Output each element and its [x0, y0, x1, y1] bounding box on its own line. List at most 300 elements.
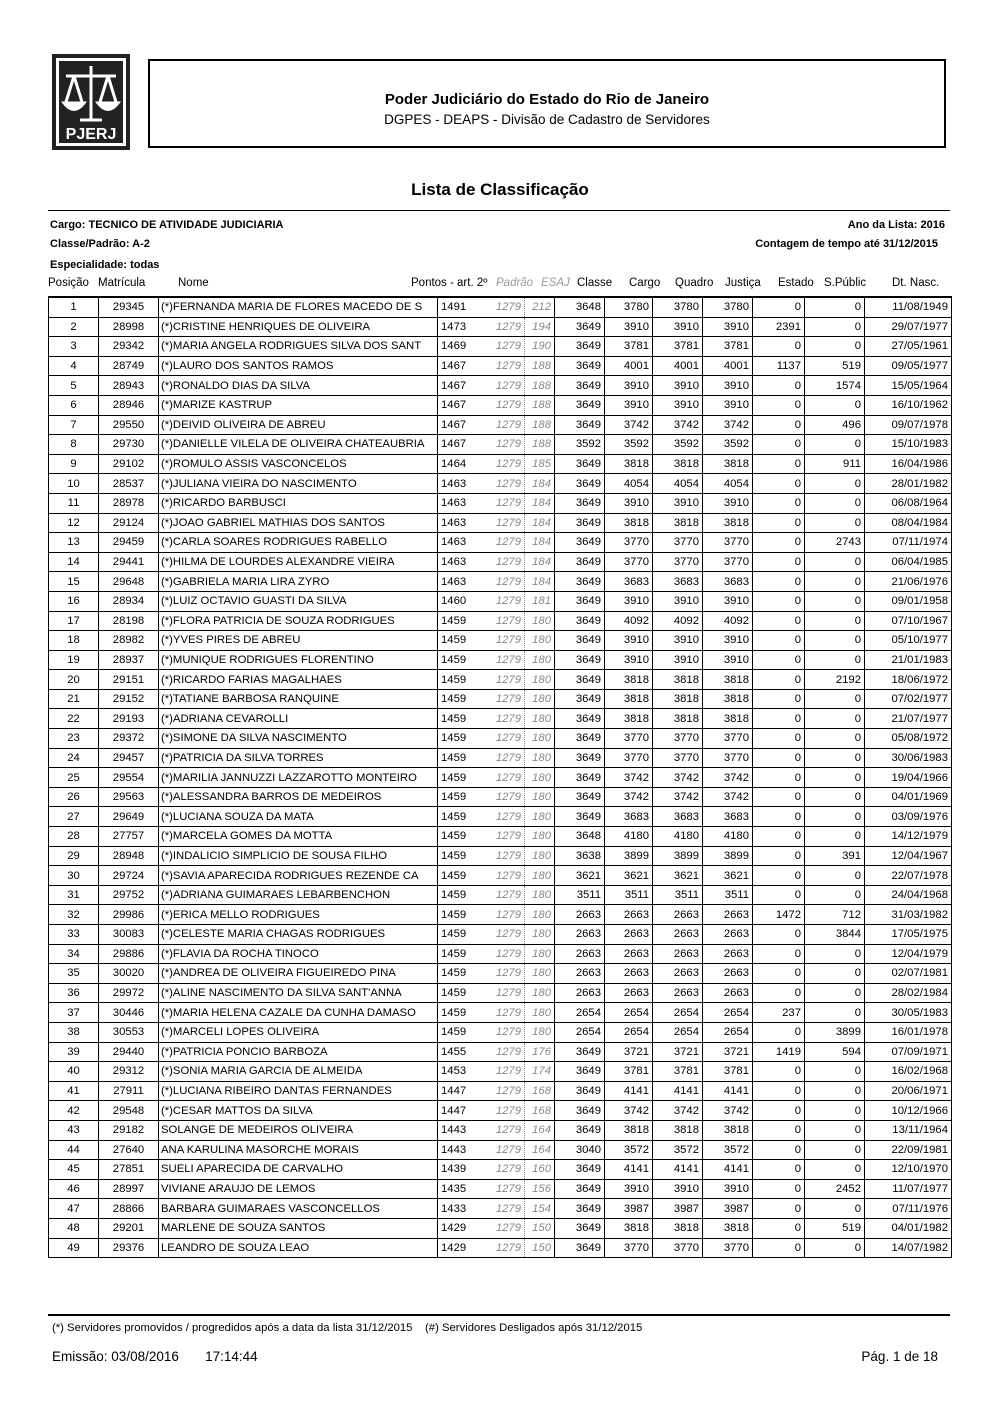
cell-dtnasc: 12/04/1979 [865, 944, 952, 964]
cell-dtnasc: 02/07/1981 [865, 964, 952, 984]
cell-esaj: 184 [525, 493, 555, 513]
table-row [49, 1022, 952, 1042]
cell-justica: 3910 [703, 650, 753, 670]
cell-justica: 2663 [703, 964, 753, 984]
cell-cargo: 3910 [605, 376, 653, 396]
cell-padrao: 1279 [479, 1140, 525, 1160]
cell-classe: 3649 [555, 395, 605, 415]
cell-pontos: 1463 [438, 493, 479, 513]
cell-dtnasc: 12/04/1967 [865, 846, 952, 866]
cell-justica: 3818 [703, 1120, 753, 1140]
cell-matricula: 29730 [99, 435, 159, 455]
cell-spublic: 0 [805, 631, 865, 651]
cell-matricula: 29151 [99, 670, 159, 690]
cell-matricula: 29550 [99, 415, 159, 435]
cell-justica: 3770 [703, 748, 753, 768]
cell-spublic: 0 [805, 1003, 865, 1023]
cell-estado: 0 [753, 454, 805, 474]
cell-quadro: 3572 [653, 1140, 703, 1160]
cell-matricula: 28978 [99, 493, 159, 513]
cell-padrao: 1279 [479, 1160, 525, 1180]
cell-quadro: 3721 [653, 1042, 703, 1062]
cell-pontos: 1459 [438, 650, 479, 670]
table-row [49, 1199, 952, 1219]
cell-spublic: 0 [805, 729, 865, 749]
cell-classe: 2663 [555, 964, 605, 984]
cell-estado: 0 [753, 552, 805, 572]
cell-cargo: 3742 [605, 768, 653, 788]
cell-cargo: 2654 [605, 1003, 653, 1023]
cell-padrao: 1279 [479, 356, 525, 376]
cell-quadro: 3683 [653, 807, 703, 827]
cell-dtnasc: 07/10/1967 [865, 611, 952, 631]
cell-spublic: 911 [805, 454, 865, 474]
cell-pontos: 1459 [438, 748, 479, 768]
cell-nome: (*)ALINE NASCIMENTO DA SILVA SANT'ANNA [159, 983, 438, 1003]
cell-estado: 0 [753, 689, 805, 709]
cell-posicao: 21 [49, 689, 99, 709]
table-row [49, 297, 952, 317]
col-spublic: S.Públic [824, 277, 867, 289]
cell-nome: (*)DEIVID OLIVEIRA DE ABREU [159, 415, 438, 435]
cell-nome: MARLENE DE SOUZA SANTOS [159, 1218, 438, 1238]
cell-cargo: 3910 [605, 1179, 653, 1199]
cell-esaj: 180 [525, 631, 555, 651]
cell-dtnasc: 11/07/1977 [865, 1179, 952, 1199]
cell-pontos: 1455 [438, 1042, 479, 1062]
cell-classe: 3649 [555, 1199, 605, 1219]
cell-matricula: 27640 [99, 1140, 159, 1160]
cell-posicao: 17 [49, 611, 99, 631]
table-row [49, 1120, 952, 1140]
cell-spublic: 0 [805, 768, 865, 788]
cell-justica: 3742 [703, 1101, 753, 1121]
cell-cargo: 2654 [605, 1022, 653, 1042]
cell-padrao: 1279 [479, 317, 525, 337]
cell-spublic: 519 [805, 356, 865, 376]
cell-dtnasc: 16/04/1986 [865, 454, 952, 474]
cell-spublic: 391 [805, 846, 865, 866]
cell-classe: 3638 [555, 846, 605, 866]
cell-classe: 3649 [555, 748, 605, 768]
cell-spublic: 0 [805, 1199, 865, 1219]
cell-posicao: 36 [49, 983, 99, 1003]
cell-justica: 3621 [703, 866, 753, 886]
cell-posicao: 41 [49, 1081, 99, 1101]
cell-estado: 0 [753, 1081, 805, 1101]
cell-estado: 0 [753, 1120, 805, 1140]
cell-dtnasc: 09/05/1977 [865, 356, 952, 376]
meta-classe: Classe/Padrão: A-2 [50, 238, 150, 250]
cell-matricula: 29459 [99, 533, 159, 553]
cell-cargo: 3899 [605, 846, 653, 866]
cell-cargo: 3683 [605, 807, 653, 827]
cell-nome: (*)INDALICIO SIMPLICIO DE SOUSA FILHO [159, 846, 438, 866]
table-row [49, 827, 952, 847]
cell-padrao: 1279 [479, 866, 525, 886]
cell-nome: (*)ROMULO ASSIS VASCONCELOS [159, 454, 438, 474]
cell-cargo: 4180 [605, 827, 653, 847]
cell-matricula: 28946 [99, 395, 159, 415]
cell-dtnasc: 22/07/1978 [865, 866, 952, 886]
cell-pontos: 1459 [438, 1022, 479, 1042]
cell-justica: 3770 [703, 552, 753, 572]
cell-esaj: 164 [525, 1140, 555, 1160]
table-row [49, 885, 952, 905]
cell-nome: (*)ERICA MELLO RODRIGUES [159, 905, 438, 925]
cell-dtnasc: 06/04/1985 [865, 552, 952, 572]
cell-padrao: 1279 [479, 533, 525, 553]
cell-dtnasc: 16/01/1978 [865, 1022, 952, 1042]
cell-quadro: 3770 [653, 729, 703, 749]
cell-quadro: 3818 [653, 709, 703, 729]
col-pontos: Pontos - art. 2º [411, 277, 488, 289]
cell-estado: 0 [753, 807, 805, 827]
cell-posicao: 5 [49, 376, 99, 396]
cell-spublic: 594 [805, 1042, 865, 1062]
cell-estado: 0 [753, 474, 805, 494]
cell-estado: 0 [753, 1179, 805, 1199]
cell-classe: 3649 [555, 1238, 605, 1258]
cell-esaj: 188 [525, 395, 555, 415]
cell-quadro: 3511 [653, 885, 703, 905]
table-row [49, 1179, 952, 1199]
cell-classe: 2663 [555, 925, 605, 945]
cell-posicao: 35 [49, 964, 99, 984]
cell-cargo: 3987 [605, 1199, 653, 1219]
cell-cargo: 3910 [605, 317, 653, 337]
cell-classe: 3649 [555, 591, 605, 611]
table-row [49, 552, 952, 572]
cell-classe: 3649 [555, 729, 605, 749]
cell-quadro: 3818 [653, 670, 703, 690]
cell-cargo: 3910 [605, 650, 653, 670]
cell-matricula: 28934 [99, 591, 159, 611]
cell-dtnasc: 21/07/1977 [865, 709, 952, 729]
cell-pontos: 1443 [438, 1120, 479, 1140]
cell-dtnasc: 14/12/1979 [865, 827, 952, 847]
cell-justica: 3987 [703, 1199, 753, 1219]
cell-posicao: 6 [49, 395, 99, 415]
cell-posicao: 37 [49, 1003, 99, 1023]
cell-nome: (*)ANDREA DE OLIVEIRA FIGUEIREDO PINA [159, 964, 438, 984]
cell-esaj: 180 [525, 729, 555, 749]
cell-classe: 3592 [555, 435, 605, 455]
classification-table [48, 296, 952, 1258]
cell-pontos: 1467 [438, 356, 479, 376]
cell-pontos: 1459 [438, 709, 479, 729]
cell-estado: 0 [753, 650, 805, 670]
cell-esaj: 180 [525, 1022, 555, 1042]
cell-classe: 3649 [555, 376, 605, 396]
cell-padrao: 1279 [479, 768, 525, 788]
cell-esaj: 188 [525, 435, 555, 455]
cell-quadro: 4054 [653, 474, 703, 494]
cell-classe: 2663 [555, 905, 605, 925]
cell-estado: 0 [753, 376, 805, 396]
table-row [49, 376, 952, 396]
cell-nome: (*)RICARDO FARIAS MAGALHAES [159, 670, 438, 690]
cell-esaj: 212 [525, 297, 555, 317]
cell-cargo: 2663 [605, 944, 653, 964]
cell-pontos: 1467 [438, 435, 479, 455]
cell-cargo: 3910 [605, 395, 653, 415]
cell-pontos: 1459 [438, 768, 479, 788]
cell-quadro: 3592 [653, 435, 703, 455]
cell-dtnasc: 11/08/1949 [865, 297, 952, 317]
cell-quadro: 3742 [653, 1101, 703, 1121]
cell-pontos: 1459 [438, 905, 479, 925]
cell-cargo: 3910 [605, 631, 653, 651]
cell-esaj: 188 [525, 415, 555, 435]
cell-cargo: 3770 [605, 729, 653, 749]
cell-esaj: 184 [525, 474, 555, 494]
cell-classe: 3649 [555, 356, 605, 376]
cell-esaj: 180 [525, 1003, 555, 1023]
cell-pontos: 1459 [438, 1003, 479, 1023]
cell-classe: 3649 [555, 689, 605, 709]
cell-classe: 3649 [555, 1179, 605, 1199]
cell-nome: (*)PATRICIA PONCIO BARBOZA [159, 1042, 438, 1062]
cell-justica: 3511 [703, 885, 753, 905]
cell-quadro: 3818 [653, 689, 703, 709]
cell-classe: 3649 [555, 631, 605, 651]
cell-justica: 3818 [703, 1218, 753, 1238]
cell-padrao: 1279 [479, 1022, 525, 1042]
cell-matricula: 27911 [99, 1081, 159, 1101]
cell-spublic: 0 [805, 474, 865, 494]
cell-classe: 3649 [555, 337, 605, 357]
cell-posicao: 23 [49, 729, 99, 749]
cell-esaj: 180 [525, 670, 555, 690]
cell-cargo: 2663 [605, 964, 653, 984]
cell-padrao: 1279 [479, 1042, 525, 1062]
cell-matricula: 29372 [99, 729, 159, 749]
cell-spublic: 0 [805, 944, 865, 964]
cell-quadro: 3781 [653, 337, 703, 357]
cell-spublic: 519 [805, 1218, 865, 1238]
emissao-date: 03/08/2016 [111, 1349, 179, 1364]
cell-cargo: 3910 [605, 591, 653, 611]
cell-matricula: 29648 [99, 572, 159, 592]
cell-pontos: 1464 [438, 454, 479, 474]
cell-estado: 0 [753, 395, 805, 415]
cell-estado: 0 [753, 1062, 805, 1082]
col-classe: Classe [577, 277, 613, 289]
cell-pontos: 1459 [438, 787, 479, 807]
cell-nome: (*)FERNANDA MARIA DE FLORES MACEDO DE S [159, 297, 438, 317]
cell-spublic: 0 [805, 611, 865, 631]
cell-posicao: 49 [49, 1238, 99, 1258]
cell-padrao: 1279 [479, 1238, 525, 1258]
cell-esaj: 156 [525, 1179, 555, 1199]
cell-justica: 3910 [703, 317, 753, 337]
cell-cargo: 3721 [605, 1042, 653, 1062]
cell-esaj: 188 [525, 376, 555, 396]
meta-cargo: Cargo: TECNICO DE ATIVIDADE JUDICIARIA [50, 219, 284, 231]
cell-matricula: 28866 [99, 1199, 159, 1219]
cell-matricula: 29342 [99, 337, 159, 357]
cell-spublic: 0 [805, 1120, 865, 1140]
cell-quadro: 4141 [653, 1160, 703, 1180]
cell-dtnasc: 07/09/1971 [865, 1042, 952, 1062]
cell-esaj: 180 [525, 787, 555, 807]
cell-classe: 3649 [555, 415, 605, 435]
cell-esaj: 174 [525, 1062, 555, 1082]
cell-spublic: 2192 [805, 670, 865, 690]
cell-posicao: 1 [49, 297, 99, 317]
logo-text: PJERJ [65, 126, 117, 143]
cell-estado: 0 [753, 297, 805, 317]
cell-dtnasc: 30/06/1983 [865, 748, 952, 768]
cell-posicao: 2 [49, 317, 99, 337]
cell-justica: 3818 [703, 513, 753, 533]
cell-padrao: 1279 [479, 395, 525, 415]
cell-matricula: 28982 [99, 631, 159, 651]
cell-classe: 3649 [555, 1101, 605, 1121]
cell-quadro: 2654 [653, 1003, 703, 1023]
cell-matricula: 29724 [99, 866, 159, 886]
cell-padrao: 1279 [479, 1218, 525, 1238]
cell-quadro: 3770 [653, 552, 703, 572]
cell-nome: (*)CRISTINE HENRIQUES DE OLIVEIRA [159, 317, 438, 337]
cell-pontos: 1467 [438, 395, 479, 415]
cell-nome: SOLANGE DE MEDEIROS OLIVEIRA [159, 1120, 438, 1140]
cell-nome: (*)TATIANE BARBOSA RANQUINE [159, 689, 438, 709]
cell-classe: 3040 [555, 1140, 605, 1160]
cell-padrao: 1279 [479, 689, 525, 709]
cell-pontos: 1463 [438, 572, 479, 592]
cell-classe: 2663 [555, 983, 605, 1003]
cell-esaj: 180 [525, 846, 555, 866]
col-quadro: Quadro [675, 277, 714, 289]
table-row [49, 1042, 952, 1062]
cell-dtnasc: 14/07/1982 [865, 1238, 952, 1258]
cell-justica: 3781 [703, 337, 753, 357]
cell-justica: 3910 [703, 395, 753, 415]
cell-cargo: 4141 [605, 1160, 653, 1180]
cell-estado: 0 [753, 787, 805, 807]
cell-estado: 0 [753, 670, 805, 690]
table-row [49, 395, 952, 415]
cell-quadro: 3742 [653, 787, 703, 807]
cell-estado: 0 [753, 513, 805, 533]
cell-cargo: 3780 [605, 297, 653, 317]
cell-matricula: 28997 [99, 1179, 159, 1199]
cell-matricula: 27851 [99, 1160, 159, 1180]
cell-dtnasc: 09/07/1978 [865, 415, 952, 435]
cell-nome: (*)YVES PIRES DE ABREU [159, 631, 438, 651]
cell-nome: (*)ADRIANA GUIMARAES LEBARBENCHON [159, 885, 438, 905]
cell-quadro: 3770 [653, 533, 703, 553]
cell-posicao: 13 [49, 533, 99, 553]
cell-nome: (*)MARCELI LOPES OLIVEIRA [159, 1022, 438, 1042]
emissao-time: 17:14:44 [205, 1349, 258, 1364]
cell-posicao: 24 [49, 748, 99, 768]
table-row [49, 650, 952, 670]
table-row [49, 337, 952, 357]
cell-justica: 3910 [703, 1179, 753, 1199]
cell-estado: 1137 [753, 356, 805, 376]
cell-estado: 0 [753, 709, 805, 729]
cell-quadro: 3770 [653, 748, 703, 768]
cell-justica: 2663 [703, 983, 753, 1003]
cell-dtnasc: 30/05/1983 [865, 1003, 952, 1023]
cell-padrao: 1279 [479, 650, 525, 670]
cell-matricula: 29124 [99, 513, 159, 533]
cell-matricula: 29102 [99, 454, 159, 474]
cell-estado: 0 [753, 846, 805, 866]
cell-nome: (*)SAVIA APARECIDA RODRIGUES REZENDE CA [159, 866, 438, 886]
cell-posicao: 3 [49, 337, 99, 357]
cell-esaj: 160 [525, 1160, 555, 1180]
cell-cargo: 3818 [605, 1120, 653, 1140]
table-row [49, 356, 952, 376]
cell-posicao: 12 [49, 513, 99, 533]
table-row [49, 415, 952, 435]
cell-estado: 1472 [753, 905, 805, 925]
meta-contagem: Contagem de tempo até 31/12/2015 [755, 238, 938, 250]
cell-cargo: 3770 [605, 533, 653, 553]
cell-pontos: 1473 [438, 317, 479, 337]
table-row [49, 513, 952, 533]
cell-spublic: 0 [805, 591, 865, 611]
col-justica: Justiça [725, 277, 761, 289]
cell-matricula: 29457 [99, 748, 159, 768]
cell-dtnasc: 24/04/1968 [865, 885, 952, 905]
cell-spublic: 0 [805, 1081, 865, 1101]
cell-cargo: 2663 [605, 925, 653, 945]
cell-justica: 4141 [703, 1081, 753, 1101]
cell-nome: (*)ALESSANDRA BARROS DE MEDEIROS [159, 787, 438, 807]
col-matricula: Matrícula [98, 277, 146, 289]
cell-nome: (*)LAURO DOS SANTOS RAMOS [159, 356, 438, 376]
table-row [49, 925, 952, 945]
table-row [49, 572, 952, 592]
cell-classe: 3649 [555, 1081, 605, 1101]
cell-dtnasc: 19/04/1966 [865, 768, 952, 788]
footnote-desligados: (#) Servidores Desligados após 31/12/2015 [425, 1322, 643, 1334]
cell-quadro: 4092 [653, 611, 703, 631]
cell-esaj: 180 [525, 709, 555, 729]
cell-nome: ANA KARULINA MASORCHE MORAIS [159, 1140, 438, 1160]
cell-estado: 0 [753, 591, 805, 611]
cell-quadro: 3742 [653, 768, 703, 788]
cell-nome: (*)LUCIANA RIBEIRO DANTAS FERNANDES [159, 1081, 438, 1101]
cell-esaj: 180 [525, 650, 555, 670]
cell-spublic: 0 [805, 493, 865, 513]
table-row [49, 807, 952, 827]
cell-posicao: 25 [49, 768, 99, 788]
cell-estado: 0 [753, 748, 805, 768]
cell-classe: 3648 [555, 827, 605, 847]
cell-padrao: 1279 [479, 493, 525, 513]
cell-padrao: 1279 [479, 297, 525, 317]
cell-estado: 0 [753, 1101, 805, 1121]
cell-esaj: 184 [525, 572, 555, 592]
cell-classe: 3649 [555, 768, 605, 788]
cell-matricula: 28198 [99, 611, 159, 631]
cell-justica: 2654 [703, 1003, 753, 1023]
cell-padrao: 1279 [479, 513, 525, 533]
cell-classe: 3649 [555, 317, 605, 337]
cell-spublic: 0 [805, 1160, 865, 1180]
cell-posicao: 31 [49, 885, 99, 905]
cell-padrao: 1279 [479, 925, 525, 945]
cell-posicao: 42 [49, 1101, 99, 1121]
cell-spublic: 712 [805, 905, 865, 925]
cell-estado: 0 [753, 866, 805, 886]
